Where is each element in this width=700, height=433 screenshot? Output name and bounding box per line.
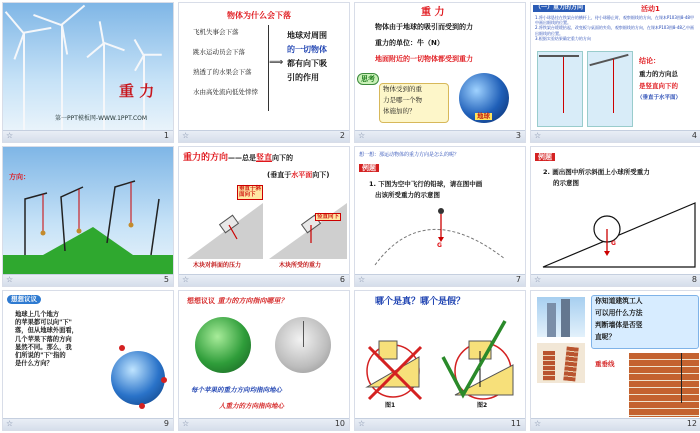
slide-thumbnail-12[interactable] [530, 290, 700, 431]
list-item: 熟透了的水果会下落 [193, 68, 252, 76]
plumb-stands-diagram [3, 147, 174, 276]
star-icon: ☆ [358, 131, 366, 140]
slide-content [531, 3, 700, 132]
slide-title: 重 力 [421, 7, 445, 18]
slide-number: 9 [163, 419, 169, 428]
slide-content [179, 291, 350, 420]
shot-put-diagram [355, 147, 526, 276]
title-part: 向下的 [272, 154, 294, 162]
steps-block [535, 15, 697, 41]
slide-thumbnail-3[interactable] [354, 2, 526, 143]
text-line: 的苹果都可以向"下" [15, 319, 72, 327]
step-item: 2.将铁架台缓缓抬起，改变板与桌面的夹角，观察细线的方向，在课本P103图8-48乙中画出细线的位置。 [535, 25, 694, 36]
apple-icon [119, 345, 125, 351]
earth-label: 地球 [477, 112, 490, 120]
list-item: 水由高处流向低处悻悻 [193, 88, 258, 96]
thumbnail-bar [531, 274, 700, 286]
wind-turbine-scene [3, 3, 174, 132]
task-line: 1. 下图为空中飞行的铅球，请在图中画 [369, 180, 483, 188]
thumbnail-bar [355, 418, 525, 430]
title-part: ——总是 [228, 154, 257, 162]
plumb-label: 重垂线 [595, 360, 615, 368]
figure-label: 图1 [385, 402, 396, 409]
gravity-label: G [611, 240, 616, 247]
slide-thumbnail-4[interactable] [530, 2, 700, 143]
title-part: 重力的方向指向哪里？ [217, 297, 288, 305]
slide-thumbnail-2[interactable] [178, 2, 350, 143]
slide-number: 5 [163, 275, 169, 284]
slide-content [355, 291, 526, 420]
plumb-line [613, 59, 614, 113]
task-line: 2. 画出图中所示斜面上小球所受重力 [543, 168, 650, 176]
perpendicular-tag [237, 185, 263, 200]
task-line: 的示意图 [553, 179, 579, 187]
star-icon: ☆ [182, 131, 190, 140]
question-line: 想一想：那运动物体的重力方向是怎么的呢？ [359, 152, 460, 158]
question-line: 可以用什么方法 [595, 309, 643, 317]
direction-label: 方向： [9, 173, 30, 181]
conclusion-line: 地球对周围 [287, 31, 327, 40]
slide-content [179, 147, 350, 276]
text-line: 地球上几个地方 [15, 311, 60, 318]
thumbnail-bar [355, 274, 525, 286]
question-line: 你知道建筑工人 [595, 297, 643, 305]
text-line: 几个苹果下落的方向 [15, 335, 72, 343]
star-icon: ☆ [6, 419, 14, 428]
tag-line: 面向下 [239, 192, 256, 199]
bottom-line: 人重力的方向指向地心 [219, 402, 284, 410]
slide-content [355, 147, 526, 276]
star-icon: ☆ [6, 275, 14, 284]
list-item: 跳水运动员会下落 [193, 48, 245, 56]
subtitle-part: (垂直于 [267, 171, 292, 179]
conclusion-line: 重力的方向总 [639, 70, 678, 78]
slide-thumbnail-1[interactable] [2, 2, 174, 143]
thumbnail-bar [179, 418, 349, 430]
thumbnail-bar [3, 418, 173, 430]
slide-thumbnail-11[interactable] [354, 290, 526, 431]
section-tag: （一）重力的方向 [535, 4, 584, 11]
conclusion-line: 是竖直向下的 [639, 82, 678, 90]
thumbnail-bar [3, 274, 173, 286]
star-icon: ☆ [534, 131, 542, 140]
gravity-label: G [437, 242, 442, 249]
slide-thumbnail-10[interactable] [178, 290, 350, 431]
question-line: 物体受到的重 [383, 85, 422, 93]
example-tag: 例题 [535, 153, 555, 161]
title-part: 重力的方向 [183, 153, 229, 163]
scope-line: 地面附近的一切物体都受到重力 [375, 55, 473, 63]
caption: 木块对斜面的压力 [193, 262, 242, 269]
question-line: 体施加的？ [383, 107, 416, 115]
star-icon: ☆ [534, 275, 542, 284]
slide-number: 4 [691, 131, 697, 140]
subtitle-part: 向下) [312, 171, 330, 179]
question-line: 直呢？ [595, 333, 616, 341]
true-false-diagrams [355, 291, 526, 420]
slide-title [187, 297, 287, 305]
bottom-line: 每个苹果的重力方向均指向地心 [191, 386, 282, 394]
wall-photo [629, 353, 699, 417]
thumbnail-bar [179, 274, 349, 286]
example-tag: 例题 [359, 164, 379, 172]
task-line: 出该所受重力的示意图 [375, 191, 440, 199]
think-tag: 思考 [357, 73, 379, 85]
slide-thumbnail-6[interactable] [178, 146, 350, 287]
conclusion-line: 的一切物体 [287, 45, 327, 54]
experiment-photo [537, 51, 583, 127]
slide-number: 10 [334, 419, 345, 428]
globe-apples-image [195, 317, 251, 373]
crossbar [539, 55, 579, 57]
question-line: 力是哪一个物 [383, 96, 422, 104]
tag-line: 垂直于斜 [239, 186, 262, 192]
vertical-tag: 竖直向下 [317, 214, 340, 220]
text-line: 是什么方向？ [15, 360, 53, 368]
subtitle-part: 水平面 [291, 171, 313, 179]
star-icon: ☆ [534, 419, 542, 428]
conclusion-title: 结论： [639, 57, 660, 65]
slide-heading: 物体为什么会下落 [227, 11, 291, 20]
apple-icon [139, 403, 145, 409]
slide-number: 8 [691, 275, 697, 284]
apple-icon [161, 377, 167, 383]
slide-content [531, 147, 700, 276]
title-part: 竖直 [256, 153, 273, 162]
slide-footer: 第一PPT模板网-WWW.1PPT.COM [55, 115, 148, 122]
slide-number: 7 [515, 275, 521, 284]
conclusion-line: （垂直于水平面） [637, 95, 682, 101]
skyscraper-photo [537, 297, 585, 337]
conclusion-line: 引的作用 [287, 73, 319, 82]
slide-number: 12 [686, 419, 697, 428]
definition-line: 物体由于地球的吸引而受到的力 [375, 23, 473, 31]
slide-number: 2 [339, 131, 345, 140]
list-item: 飞机失事会下落 [193, 28, 239, 36]
slide-content [3, 291, 174, 420]
thumbnail-bar [179, 130, 349, 142]
activity-label: 活动1 [641, 5, 660, 13]
discussion-text [15, 311, 111, 411]
text-line: 们所说的"下"指的 [15, 351, 66, 359]
incline-diagrams [179, 147, 350, 276]
plumb-line [681, 353, 682, 403]
slide-thumbnail-7[interactable] [354, 146, 526, 287]
slide-content [3, 147, 174, 276]
question-line: 判断墙体是否竖 [595, 321, 643, 329]
incline-ball-diagram [531, 147, 700, 276]
slide-number: 1 [163, 131, 169, 140]
slide-number: 3 [515, 131, 521, 140]
star-icon: ☆ [6, 131, 14, 140]
slide-content [355, 3, 526, 132]
conclusion-line: 都有向下吸 [287, 59, 327, 68]
star-icon: ☆ [358, 419, 366, 428]
star-icon: ☆ [182, 275, 190, 284]
slide-thumbnail-8[interactable] [530, 146, 700, 287]
thumbnail-bar [531, 130, 700, 142]
star-icon: ☆ [358, 275, 366, 284]
thumbnail-bar [3, 130, 173, 142]
slide-content [531, 291, 700, 420]
step-item: 3.根据实验结果确定重力的方向 [535, 35, 591, 41]
direction-line [303, 321, 304, 347]
slide-title: 重 力 [119, 82, 155, 100]
caption: 木块所受的重力 [279, 262, 322, 269]
brick-wall-photo [537, 343, 585, 383]
unit-line: 重力的单位：牛（N） [375, 39, 444, 47]
thumbnail-bar [531, 418, 700, 430]
slide-content [179, 3, 350, 132]
slide-number: 11 [510, 419, 521, 428]
thumbnail-bar [355, 130, 525, 142]
title-part: 想想议议 [187, 297, 215, 305]
globe-image [111, 351, 165, 405]
figure-label: 图2 [477, 402, 488, 409]
star-icon: ☆ [182, 419, 190, 428]
text-line: 落，但从地球外面看， [15, 327, 78, 335]
slide-thumbnail-9[interactable] [2, 290, 174, 431]
step-item: 1.将小球悬挂在铁架台的横杆上，待小球静止时，观察细线的方向，在课本P103图8-48甲中画出细线的位置。 [535, 15, 694, 26]
arrow-right-icon: ⟹ [269, 57, 284, 68]
slide-number: 6 [339, 275, 345, 284]
plumb-line [563, 57, 564, 113]
slide-thumbnail-5[interactable] [2, 146, 174, 287]
slide-title: 哪个是真？哪个是假？ [375, 297, 466, 307]
text-line: 显然不同。那么，我 [15, 343, 72, 351]
discuss-tag: 想想议议 [7, 295, 41, 304]
